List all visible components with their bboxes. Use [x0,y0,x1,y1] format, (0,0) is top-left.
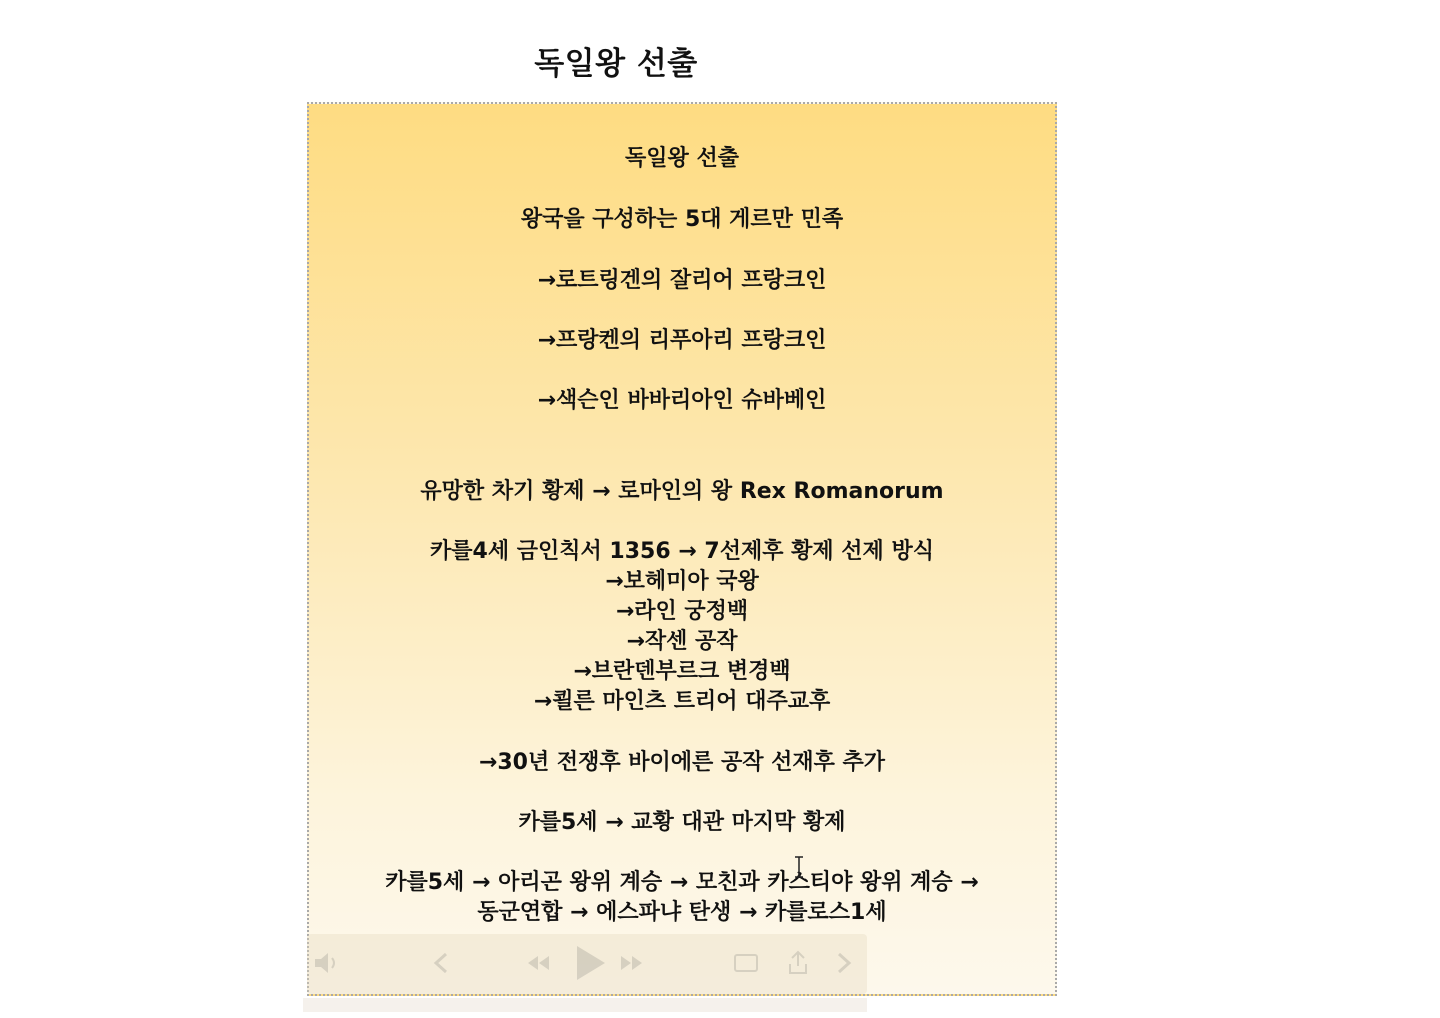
slide-line: →30년 전쟁후 바이에른 공작 선재후 추가 [478,750,886,775]
slide-line: 카를5세 → 아리곤 왕위 계승 → 모친과 카스티야 왕위 계승 → [385,870,979,895]
slide-line: 유망한 차기 황제 → 로마인의 왕 Rex Romanorum [420,479,944,504]
slide-line: 왕국을 구성하는 5대 게르만 민족 [520,207,844,232]
share-icon[interactable] [783,948,813,978]
rewind-icon[interactable] [523,948,553,978]
slide-panel [307,102,1057,996]
captions-icon[interactable] [731,948,761,978]
slide-line: →쾰른 마인츠 트리어 대주교후 [533,689,831,714]
slide-line: →프랑켄의 리푸아리 프랑크인 [537,328,827,353]
next-icon[interactable] [829,948,859,978]
page-title: 독일왕 선출 [534,46,698,82]
slide-line: →로트링겐의 잘리어 프랑크인 [537,268,827,293]
slide-heading: 독일왕 선출 [625,146,739,171]
volume-icon[interactable] [311,948,341,978]
slide-line: 카를5세 → 교황 대관 마지막 황제 [518,810,846,835]
previous-icon[interactable] [427,948,457,978]
text-cursor-icon [794,856,804,878]
play-icon[interactable] [569,942,609,984]
player-bottom-strip [303,998,867,1012]
slide-line: →보헤미아 국왕 [605,569,759,594]
video-player-controls[interactable] [307,934,867,994]
slide-line: →브란덴부르크 변경백 [573,659,791,684]
slide-line: →색슨인 바바리아인 슈바베인 [537,388,827,413]
slide-line: →작센 공작 [626,629,738,654]
slide-line: 카를4세 금인칙서 1356 → 7선제후 황제 선제 방식 [430,539,934,564]
slide-line: 동군연합 → 에스파냐 탄생 → 카를로스1세 [477,900,887,925]
fast-forward-icon[interactable] [617,948,647,978]
slide-line: →라인 궁정백 [615,599,749,624]
